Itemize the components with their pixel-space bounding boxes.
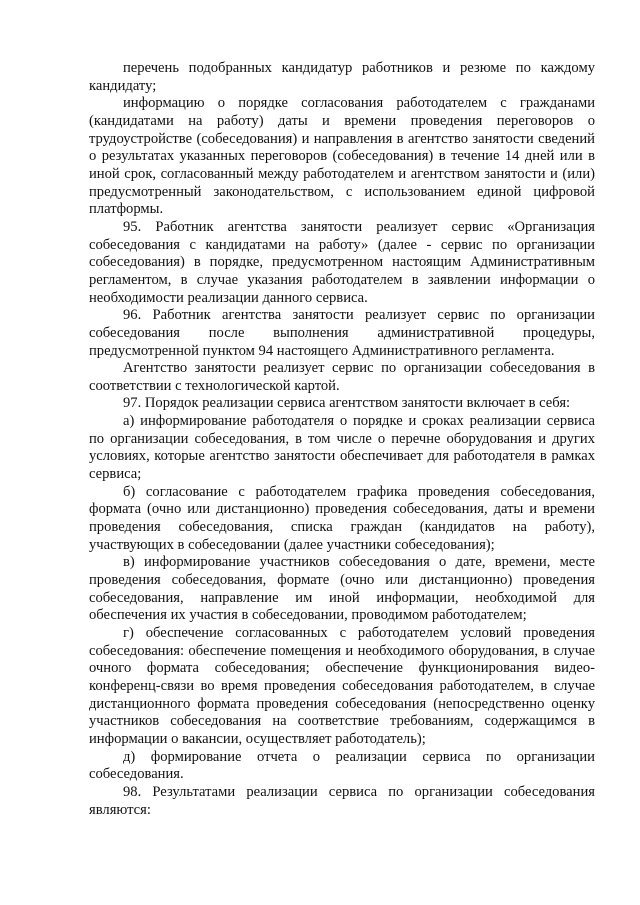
paragraph-tech-card: Агентство занятости реализует сервис по организации собеседования в соответствии с технологической картой. bbox=[89, 360, 595, 394]
paragraph-97-b: б) согласование с работодателем графика проведения собеседования, формата (очно или дистанционно) проведения собеседования, даты и времени проведения собеседования, списка граждан (кандидатов на работу), участвующих в собеседовании (далее участники собеседования); bbox=[89, 483, 595, 553]
document-page bbox=[89, 60, 595, 819]
paragraph-95: 95. Работник агентства занятости реализует сервис «Организация собеседования с кандидатами на работу» (далее - сервис по организации собеседования) в порядке, предусмотренном настоящим Административным регламентом, в случае указания работодателем в заявлении информации о необходимости реализации данного сервиса. bbox=[89, 218, 595, 306]
paragraph-97-d: д) формирование отчета о реализации сервиса по организации собеседования. bbox=[89, 748, 595, 783]
paragraph-96: 96. Работник агентства занятости реализует сервис по организации собеседования после выполнения административной процедуры, предусмотренной пунктом 94 настоящего Административного регламента. bbox=[89, 307, 595, 359]
paragraph-97-v: в) информирование участников собеседования о дате, времени, месте проведения собеседования, формате (очно или дистанционно) проведения собеседования, направление им иной информации, необходимой для обеспечения их участия в собеседовании, проводимом работодателем; bbox=[89, 554, 595, 624]
paragraph-97: 97. Порядок реализации сервиса агентством занятости включает в себя: bbox=[123, 395, 571, 412]
paragraph-98: 98. Результатами реализации сервиса по организации собеседования являются: bbox=[89, 783, 595, 818]
paragraph-candidates-list: перечень подобранных кандидатур работников и резюме по каждому кандидату; bbox=[89, 60, 595, 94]
paragraph-97-a: а) информирование работодателя о порядке и сроках реализации сервиса по организации собеседования, в том числе о перечне оборудования и других условиях, которые агентство занятости обеспечивает для работодателя в рамках сервиса; bbox=[89, 413, 595, 483]
paragraph-coordination-info: информацию о порядке согласования работодателем с гражданами (кандидатами на работу) даты и времени проведения переговоров о трудоустройстве (собеседования) и направления в агентство занятости сведений о результатах указанных переговоров (собеседования) в течение 14 дней или в иной срок, согласованный между работодателем и агентством занятости и (или) предусмотренный законодательством, с использованием единой цифровой платформы. bbox=[89, 95, 595, 218]
paragraph-97-g: г) обеспечение согласованных с работодателем условий проведения собеседования: обеспечение помещения и необходимого оборудования, в случае очного формата собеседования; обеспечение функционирования видео-конференц-связи во время проведения собеседования работодателем, в случае дистанционного формата проведения собеседования (непосредственно оценку участников собеседования на соответствие требованиям, содержащимся в информации о вакансии, осуществляет работодатель); bbox=[89, 625, 595, 747]
